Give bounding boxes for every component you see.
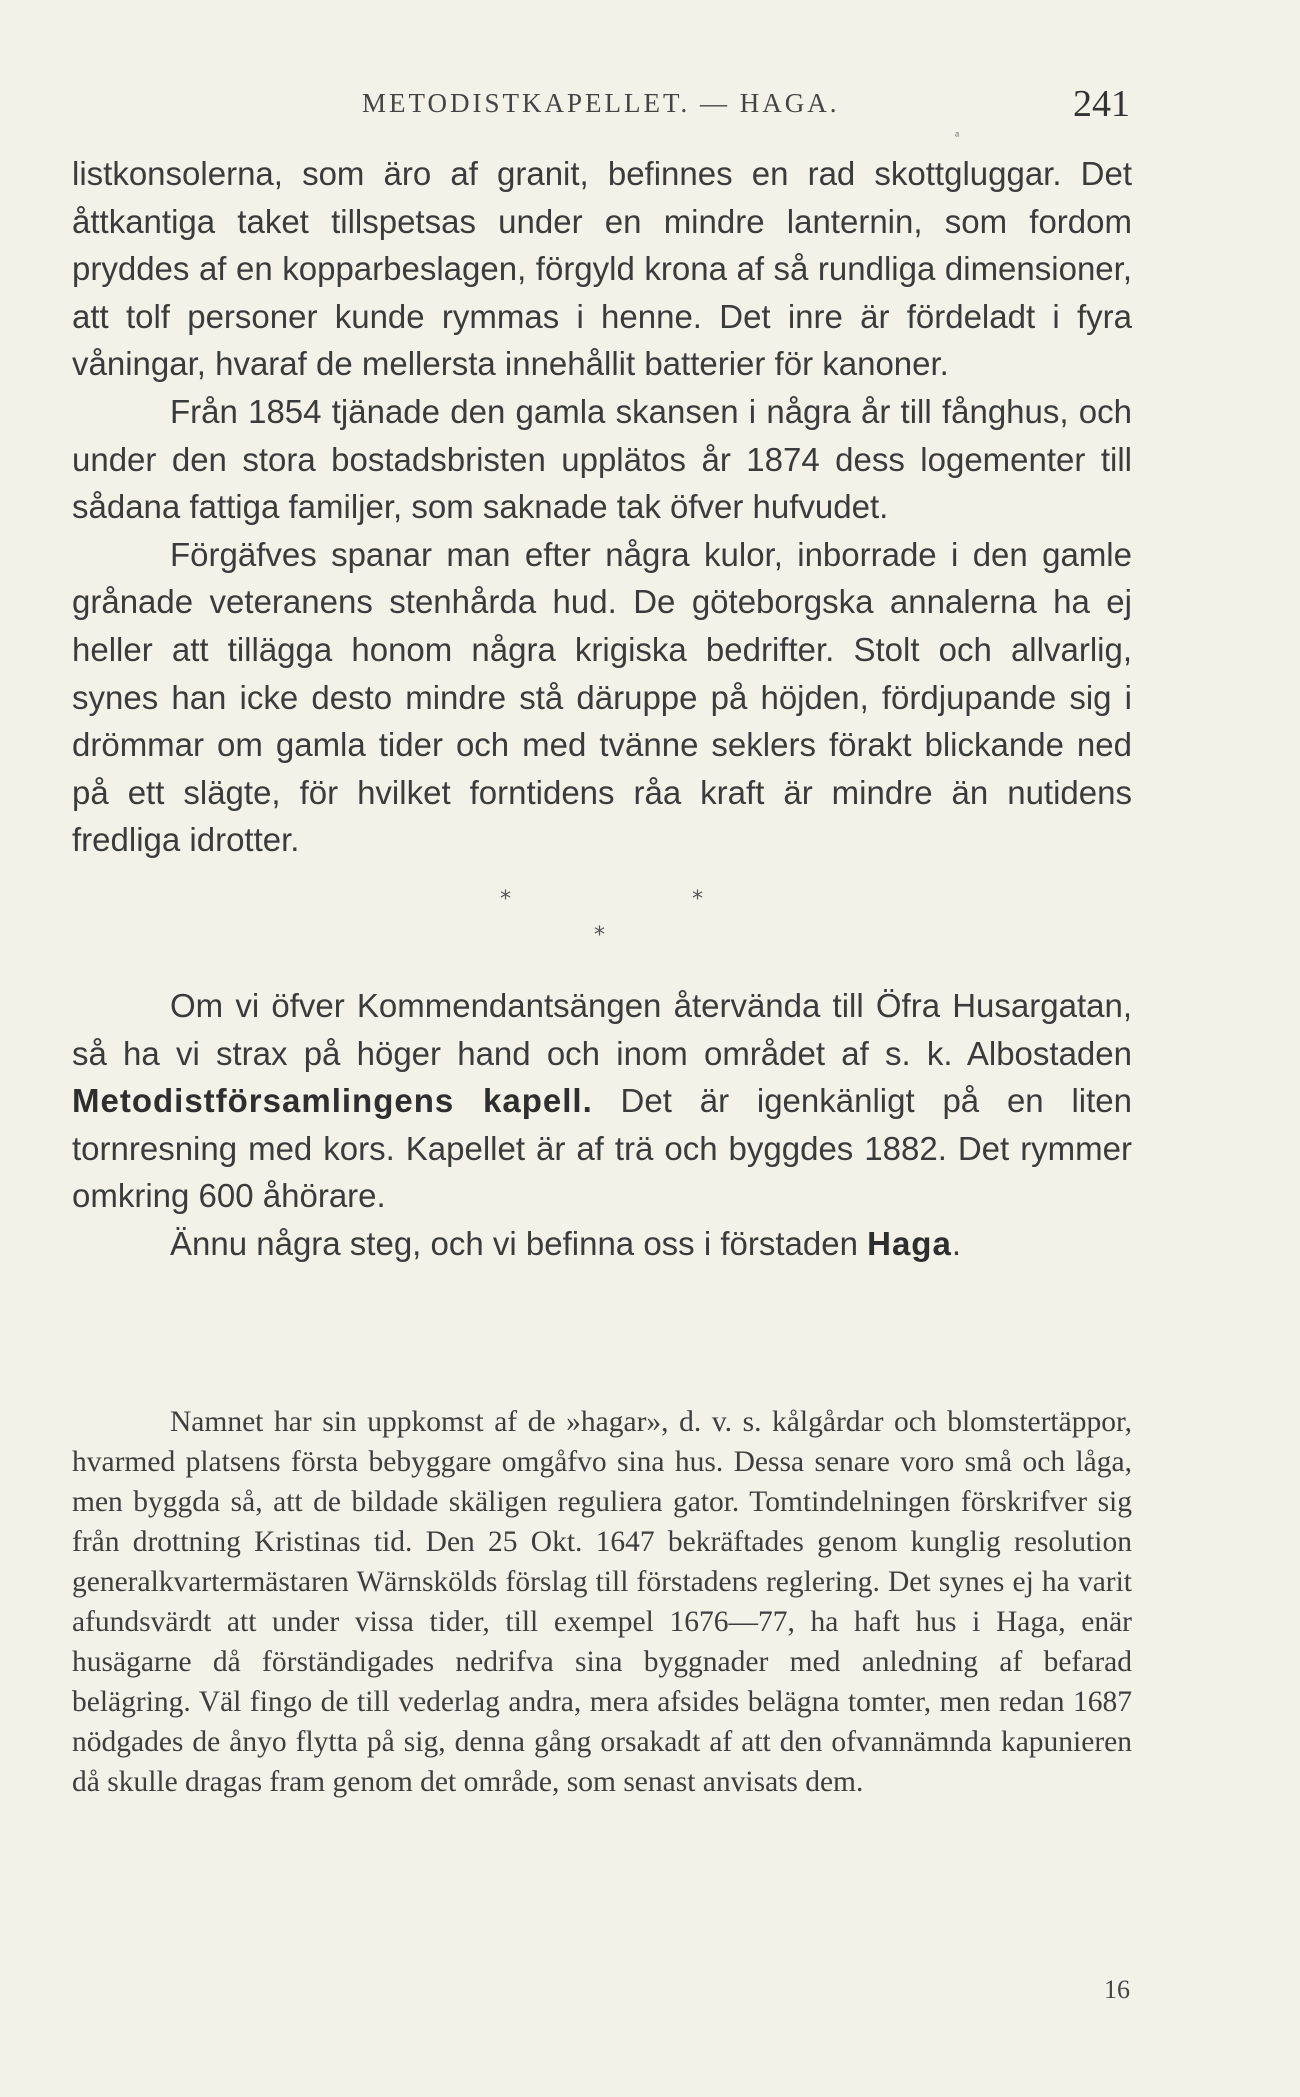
paragraph-3: Förgäfves spanar man efter några kulor, inborrade i den gamle grånade veteranens stenhårda hud. De göteborgska annalerna ha ej heller att tillägga honom några krigiska bedrifter. Stolt och allvarlig, synes han icke desto mindre stå däruppe på höjden, fördjupande sig i drömmar om gamla tider och med tvänne seklers förakt blickande ned på ett slägte, för hvilket forntidens råa kraft är mindre än nutidens fredliga idrotter. [72,535,1132,859]
paragraph-1: listkonsolerna, som äro af granit, befinnes en rad skottgluggar. Det åttkantiga taket tillspetsas under en mindre lanternin, som fordom pryddes af en kopparbeslagen, förgyld krona af så rundliga dimensioner, att tolf personer kunde rymmas i henne. Det inre är fördeladt i fyra våningar, hvaraf de mellersta innehållit batterier för kanoner. [72,155,1132,383]
asterism-divider [72,864,1132,982]
chapel-name: Metodistförsamlingens kapell. [72,1082,593,1120]
note-paragraph: Namnet har sin uppkomst af de »hagar», d. v. s. kålgårdar och blomstertäppor, hvarmed platsens första bebyggare omgåfvo sina hus. Dessa senare voro små och låga, men byggda så, att de bildade skäligen reguliera gator. Tomtindelningen förskrifver sig från drottning Kristinas tid. Den 25 Okt. 1647 bekräftades genom kunglig resolution generalkvartermästaren Wärnskölds förslag till förstadens reglering. Det synes ej ha varit afundsvärdt att under vissa tider, till exempel 1676—77, ha haft hus i Haga, enär husägarne då förständigades nedrifva sina byggnader med anledning af befarad belägring. Väl fingo de till vederlag andra, mera afsides belägna tomter, men redan 1687 nödgades de ånyo flytta på sig, denna gång orsakadt af att den ofvannämnda kapunieren då skulle dragas fram genom det område, som senast anvisats dem. [72,1406,1132,1798]
paragraph-5-text-start: Ännu några steg, och vi befinna oss i förstaden [170,1224,868,1262]
paragraph-4-text-start: Om vi öfver Kommendantsängen återvända till Öfra Husargatan, så ha vi strax på höger hand och inom området af s. k. Albostaden [72,986,1132,1072]
asterisk-left: * [500,886,511,912]
paragraph-5-text-end: . [951,1224,961,1262]
page-header [72,82,1130,132]
historical-note [72,1402,1132,1802]
paragraph-2: Från 1854 tjänade den gamla skansen i några år till fånghus, och under den stora bostadsbristen upplätos år 1874 dess logementer till sådana fattiga familjer, som saknade tak öfver hufvudet. [72,392,1132,526]
top-mark: ᵃ [955,128,960,145]
paragraph-4 [72,982,1132,1220]
page-number: 241 [1073,83,1130,125]
district-name: Haga [867,1224,952,1262]
main-text [72,150,1132,1267]
signature-mark: 16 [1104,1975,1130,2004]
paragraph-5 [72,1220,1132,1268]
running-head: METODISTKAPELLET. — HAGA. [362,88,840,118]
asterisk-right: * [692,886,703,912]
asterisk-center: * [594,922,605,948]
paragraph-4-text-end: Det är igenkänligt på en liten tornresning med kors. Kapellet är af trä och byggdes 1882. Det rymmer omkring 600 åhörare. [72,1082,1133,1215]
